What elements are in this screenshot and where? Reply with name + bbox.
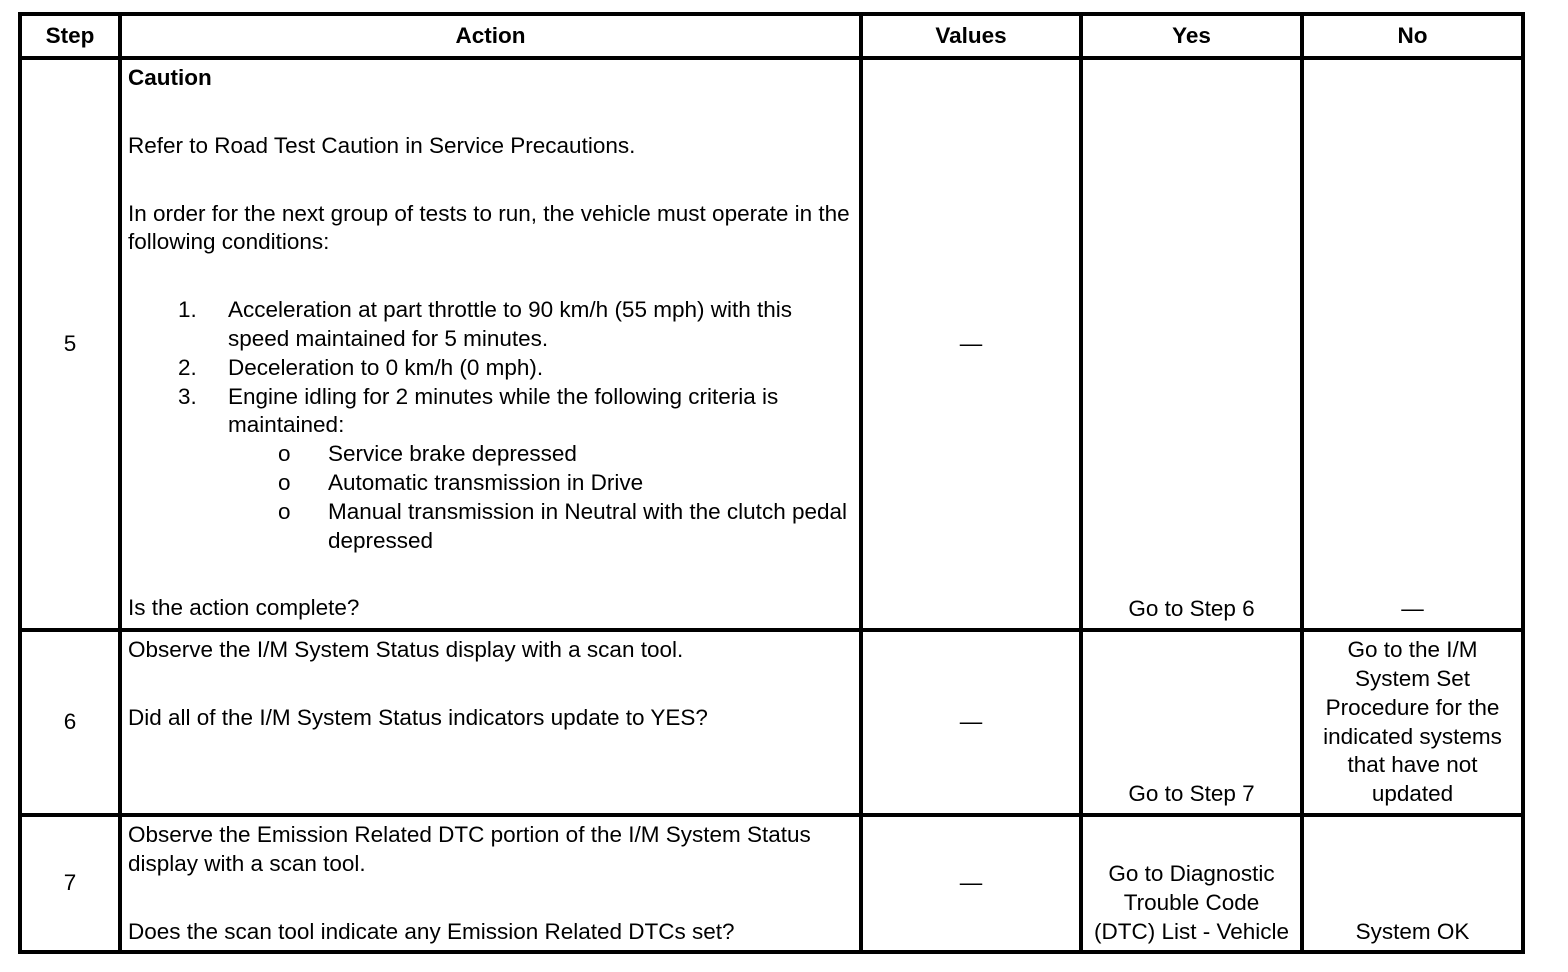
action-question: Does the scan tool indicate any Emission Related DTCs set?	[128, 918, 735, 944]
step-number: 5	[20, 58, 120, 630]
yes-cell: Go to Step 6	[1081, 58, 1302, 630]
values-cell: —	[861, 815, 1081, 952]
step-number: 6	[20, 630, 120, 815]
list-text: Automatic transmission in Drive	[328, 469, 644, 495]
header-row	[20, 14, 1523, 58]
list-text: Manual transmission in Neutral with the clutch pedal depressed	[328, 498, 848, 553]
header-action: Action	[120, 14, 861, 58]
bullet: o	[278, 498, 291, 524]
table-row	[20, 815, 1523, 952]
yes-cell: Go to Step 7	[1081, 630, 1302, 815]
diagnostic-table	[18, 12, 1525, 954]
list-number: 3.	[178, 383, 197, 409]
action-question: Did all of the I/M System Status indicators update to YES?	[128, 704, 708, 730]
header-no: No	[1302, 14, 1523, 58]
action-question: Is the action complete?	[128, 595, 360, 621]
table-row	[20, 630, 1523, 815]
bullet: o	[278, 441, 291, 467]
list-item	[228, 440, 853, 469]
header-values: Values	[861, 14, 1081, 58]
header-step: Step	[20, 14, 120, 58]
no-cell: Go to the I/M System Set Procedure for the indicated systems that have not updated	[1302, 630, 1523, 815]
list-item	[128, 354, 853, 383]
action-cell	[120, 58, 861, 630]
list-item	[228, 498, 853, 556]
action-cell	[120, 815, 861, 952]
caution-reference: Refer to Road Test Caution in Service Precautions.	[128, 132, 636, 158]
values-cell: —	[861, 630, 1081, 815]
criteria-list	[228, 440, 853, 555]
action-cell	[120, 630, 861, 815]
list-number: 1.	[178, 297, 197, 323]
list-text: Service brake depressed	[328, 441, 577, 467]
list-item	[128, 383, 853, 556]
yes-cell: Go to Diagnostic Trouble Code (DTC) List - Vehicle	[1081, 815, 1302, 952]
list-item	[128, 296, 853, 354]
table-row	[20, 58, 1523, 630]
bullet: o	[278, 469, 291, 495]
list-text: Acceleration at part throttle to 90 km/h (55 mph) with this speed maintained for 5 minutes.	[228, 297, 793, 351]
conditions-intro: In order for the next group of tests to run, the vehicle must operate in the following conditions:	[128, 200, 850, 255]
step-number: 7	[20, 815, 120, 952]
action-instruction: Observe the Emission Related DTC portion of the I/M System Status display with a scan tool.	[128, 822, 811, 876]
list-item	[228, 469, 853, 498]
no-cell: System OK	[1302, 815, 1523, 952]
header-yes: Yes	[1081, 14, 1302, 58]
conditions-list	[128, 296, 853, 555]
caution-heading: Caution	[128, 65, 212, 90]
no-cell: —	[1302, 58, 1523, 630]
action-instruction: Observe the I/M System Status display with a scan tool.	[128, 637, 684, 662]
list-number: 2.	[178, 354, 197, 380]
values-cell: —	[861, 58, 1081, 630]
list-text: Engine idling for 2 minutes while the following criteria is maintained:	[228, 383, 779, 438]
list-text: Deceleration to 0 km/h (0 mph).	[228, 354, 544, 380]
